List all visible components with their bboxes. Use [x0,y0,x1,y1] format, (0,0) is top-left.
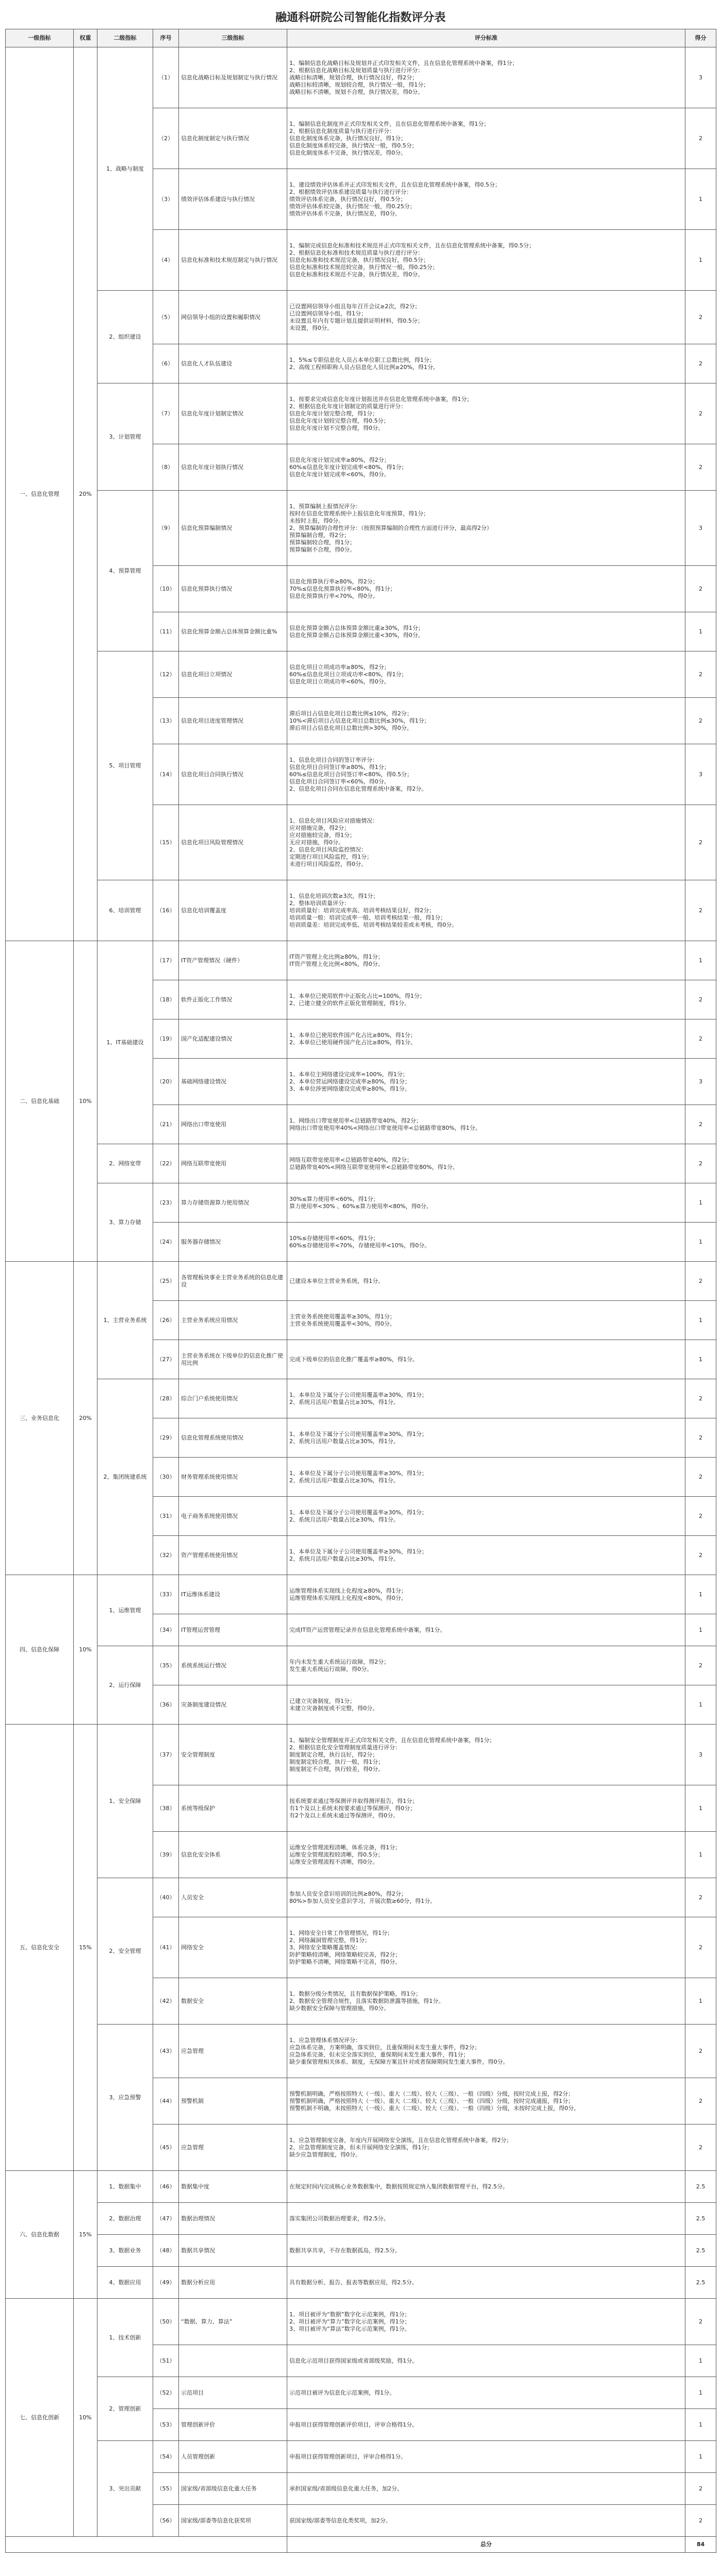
seq-cell: （1） [153,47,179,108]
level2-indicator: 1、IT基础建设 [97,941,153,1144]
seq-cell: （25） [153,1262,179,1301]
score-cell: 2 [685,344,716,383]
score-cell: 1 [685,230,716,291]
score-cell: 2 [685,1878,716,1917]
score-cell: 1 [685,1832,716,1878]
criteria-cell: 1、本单位及下属分子公司使用覆盖率≥30%，得1分； 2、系统月活用户数量占比≥30%，得1分。 [287,1379,685,1418]
table-row [6,291,716,344]
table-row [6,2377,716,2409]
level3-indicator: 电子商务系统使用情况 [179,1497,287,1536]
criteria-cell: 年内未发生重大系统运行故障，得2分； 发生重大系统运行故障，得0分。 [287,1646,685,1685]
criteria-cell: 1、本单位及下属分子公司使用覆盖率≥30%，得1分； 2、系统月活用户数量占比≥30%，得1分。 [287,1536,685,1575]
criteria-cell: 承担国家级/省部级信息化重大任务，加2分。 [287,2473,685,2505]
level3-indicator: 网络安全 [179,1917,287,1978]
criteria-cell: 10%≤存储使用率<60%，得1分； 60%≤存储使用率<70%，存储使用率<10%，得0分。 [287,1223,685,1262]
criteria-cell: 信息化示范项目获得国家级或省部级奖励，得1分。 [287,2345,685,2377]
level3-indicator: IT运维体系建设 [179,1575,287,1614]
criteria-cell: 1、编制安全管理制度并正式印发相关文件，且在信息化管理系统中备案，得1分； 2、根据信息化安全管理制度质量进行评分： 制度制定合理，执行良好，得2分； 制度制定较合理，执行一般，得1分； 制度制定不合理，执行较差，得0分。 [287,1725,685,1785]
level2-indicator: 2、数据治理 [97,2203,153,2235]
level3-indicator: 信息化项目合同执行情况 [179,744,287,805]
criteria-cell: IT资产管理上化比例≥80%，得1分； IT资产管理上化比例<80%，得0分。 [287,941,685,980]
weight-cell: 10% [74,941,97,1262]
criteria-cell: 已设置网信领导小组且每年召开会议≥2次，得2分； 已设置网信领导小组，得1分； 未设置且年内有专题计划且提供证明材料，得0.5分； 未设置，得0分。 [287,291,685,344]
level3-indicator [179,2345,287,2377]
level2-indicator: 1、主营业务系统 [97,1262,153,1379]
level2-indicator: 2、组织建设 [97,291,153,383]
score-cell: 2 [685,1144,716,1183]
score-cell: 1 [685,169,716,230]
criteria-cell: 信息化项目立项成功率≥80%，得2分； 60%≤信息化项目立项成功率<80%，得1分； 信息化项目立项成功率<60%，得0分。 [287,651,685,698]
header-level3: 三级指标 [179,29,287,47]
seq-cell: （32） [153,1536,179,1575]
seq-cell: （46） [153,2171,179,2203]
level2-indicator: 1、运维管理 [97,1575,153,1646]
weight-cell: 10% [74,1575,97,1725]
header-level1: 一级指标 [6,29,74,47]
score-cell: 2 [685,1019,716,1059]
seq-cell: （55） [153,2473,179,2505]
level1-indicator: 四、信息化保障 [6,1575,74,1725]
score-cell: 1 [685,2377,716,2409]
level2-indicator: 5、项目管理 [97,651,153,880]
criteria-cell: 预警机制明确，严格按照特大（一级）、重大（二级）、较大（三级）、一般（四级）分级，按时完成上报，得2分； 预警机制明确，严格按照特大（一级）、重大（二级）、较大（三级）、一般（四级）分级，按时完成通报，得1分； 预警机制不明确，未按照特大（一级）、重大（二级）、较大（三级）、一般（四级）分级，未按时完成上报，得0分。 [287,2078,685,2125]
level1-indicator: 六、信息化数据 [6,2171,74,2299]
score-cell: 2 [685,383,716,444]
criteria-cell: 信息化预算执行率≥80%，得2分； 70%≤信息化预算执行率<80%，得1分； 信息化预算执行率<70%，得0分。 [287,566,685,612]
score-cell: 2 [685,1497,716,1536]
seq-cell: （52） [153,2377,179,2409]
level3-indicator: 信息化预算编制情况 [179,491,287,566]
score-cell: 2 [685,2078,716,2125]
seq-cell: （37） [153,1725,179,1785]
score-cell: 2.5 [685,2171,716,2203]
seq-cell: （11） [153,612,179,651]
score-cell: 2 [685,2125,716,2171]
seq-cell: （44） [153,2078,179,2125]
seq-cell: （56） [153,2505,179,2537]
criteria-cell: 1、网络出口带宽使用率<总链路带宽40%，得2分； 网络出口带宽使用率40%<网络出口带宽使用率<总链路带宽80%，得1分。 [287,1105,685,1144]
score-cell: 2.5 [685,2203,716,2235]
table-row [6,1878,716,1917]
weight-cell: 15% [74,2171,97,2299]
score-cell: 3 [685,1059,716,1105]
criteria-cell: 1、按要求完成信息化年度计划报送并在信息化管理系统中备案，得1分； 2、根据信息化年度计划制定的质量进行评分： 信息化年度计划完整合理，得1分； 信息化年度计划较完整合理，得0.5分； 信息化年度计划不完整合理，得0分。 [287,383,685,444]
weight-cell: 20% [74,1262,97,1575]
level3-indicator: 人员管理创新 [179,2441,287,2473]
seq-cell: （15） [153,805,179,880]
seq-cell: （20） [153,1059,179,1105]
criteria-cell: 1、信息化培训次数≥3次，得1分； 2、整体培训质量评分： 培训质量好：培训完成率高、培训考核结果良好，得2分； 培训质量一般：培训完成率一般、培训考核结果一般，得1分； 培训质量差：培训完成率低、培训考核结果较差或未考核，得0分。 [287,880,685,941]
seq-cell: （13） [153,698,179,744]
level3-indicator: 信息化项目立项情况 [179,651,287,698]
header-level2: 二级指标 [97,29,153,47]
level3-indicator: 信息化年度计划执行情况 [179,444,287,491]
level3-indicator: 应急管理 [179,2125,287,2171]
seq-cell: （27） [153,1340,179,1379]
level3-indicator: 信息化制度制定与执行情况 [179,108,287,169]
score-cell: 2 [685,2299,716,2345]
score-cell: 2 [685,1418,716,1458]
level3-indicator: 系统系统运行情况 [179,1646,287,1685]
criteria-cell: 已建设本单位主营业务系统，得1分。 [287,1262,685,1301]
score-cell: 2 [685,1917,716,1978]
level3-indicator: 国产化适配建设情况 [179,1019,287,1059]
level3-indicator: IT管理运营管理 [179,1614,287,1646]
score-cell: 2 [685,805,716,880]
level3-indicator: 服务器存储情况 [179,1223,287,1262]
level3-indicator: 信息化项目风险管理情况 [179,805,287,880]
table-row [6,2299,716,2345]
total-label: 总分 [287,2537,685,2553]
seq-cell: （36） [153,1685,179,1725]
criteria-cell: 1、编制信息化制度并正式印发相关文件，且在信息化管理系统中备案，得1分； 2、根据信息化制度质量与执行进行评分： 信息化制度体系完备，执行情况良好，得1分； 信息化制度体系较完备，执行情况一般，得0.5分； 信息化制度体系不完备，执行情况差，得0分。 [287,108,685,169]
seq-cell: （31） [153,1497,179,1536]
score-cell: 1 [685,1340,716,1379]
header-seq: 序号 [153,29,179,47]
level2-indicator: 2、网络宽带 [97,1144,153,1183]
seq-cell: （48） [153,2235,179,2267]
criteria-cell: 运维管理体系实现线上化程度≥80%，得1分； 运维管理体系实现线上化程度<80%，得0分。 [287,1575,685,1614]
table-row [6,1575,716,1614]
score-cell: 1 [685,1685,716,1725]
level3-indicator: 灾备制度建设情况 [179,1685,287,1725]
level1-indicator: 一、信息化管理 [6,47,74,941]
table-row [6,1725,716,1785]
seq-cell: （3） [153,169,179,230]
level2-indicator: 1、数据集中 [97,2171,153,2203]
seq-cell: （28） [153,1379,179,1418]
seq-cell: （42） [153,1978,179,2025]
seq-cell: （35） [153,1646,179,1685]
score-cell: 2 [685,108,716,169]
level3-indicator: 信息化安全体系 [179,1832,287,1878]
level3-indicator: 资产管理系统使用情况 [179,1536,287,1575]
criteria-cell: 完成IT资产运营管理记录并在信息化管理系统中备案，得1分。 [287,1614,685,1646]
level2-indicator: 2、运行保障 [97,1646,153,1725]
seq-cell: （29） [153,1418,179,1458]
criteria-cell: 1、信息化项目风险应对措施情况： 应对措施完备，得2分； 应对措施较完备，得1分； 无应对措施，得0分。 2、信息化项目风险监控情况： 定期进行项目风险监控，得1分； 未进行项目风险监控，得0分。 [287,805,685,880]
seq-cell: （8） [153,444,179,491]
score-cell: 3 [685,47,716,108]
header-weight: 权重 [74,29,97,47]
level3-indicator: 信息化预算执行情况 [179,566,287,612]
score-cell: 2 [685,651,716,698]
table-row [6,1262,716,1301]
score-cell: 1 [685,1785,716,1832]
level3-indicator: 人员安全 [179,1878,287,1917]
table-row [6,2267,716,2299]
level3-indicator: “数据、算力、算法” [179,2299,287,2345]
seq-cell: （18） [153,980,179,1019]
score-cell: 2 [685,444,716,491]
criteria-cell: 1、数据分级分类情况，且有数据保护策略，得1分； 2、数据安全管理合规性，且落实数据防泄露等措施，得1分。 缺少数据安全保障与管理措施，得0分。 [287,1978,685,2025]
seq-cell: （47） [153,2203,179,2235]
criteria-cell: 示范项目被评为信息化示范案例，得1分。 [287,2377,685,2409]
criteria-cell: 申报项目获得管理创新评价项目，评审合格得1分。 [287,2409,685,2441]
level3-indicator: 软件正版化工作情况 [179,980,287,1019]
seq-cell: （24） [153,1223,179,1262]
seq-cell: （53） [153,2409,179,2441]
level3-indicator: 应急管理 [179,2025,287,2078]
score-cell: 2 [685,291,716,344]
table-row [6,1646,716,1685]
weight-cell: 10% [74,2299,97,2537]
criteria-cell: 1、项目被评为“数据”数字化示范案例，得1分； 2、项目被评为“算力”数字化示范案例，得1分； 3、项目被评为“算法”数字化示范案例，得1分。 [287,2299,685,2345]
seq-cell: （22） [153,1144,179,1183]
level3-indicator: 国家级/部委等信息化获奖项 [179,2505,287,2537]
criteria-cell: 1、信息化项目合同的签订率评分： 信息化项目合同签订率≥80%，得1分； 60%≤信息化项目合同签订率<80%，得0.5分； 信息化项目合同签订率<60%，得0分。 2、信息化项目合同在信息化管理系统中备案，得2分。 [287,744,685,805]
seq-cell: （54） [153,2441,179,2473]
level3-indicator: 网络互联带宽使用 [179,1144,287,1183]
level2-indicator: 2、集团统建系统 [97,1379,153,1575]
criteria-cell: 1、本单位及下属分子公司使用覆盖率≥30%，得1分； 2、系统月活用户数量占比≥30%，得1分。 [287,1418,685,1458]
level2-indicator: 3、突出贡献 [97,2441,153,2537]
seq-cell: （14） [153,744,179,805]
table-row [6,491,716,566]
seq-cell: （17） [153,941,179,980]
score-cell: 1 [685,1183,716,1223]
header-score: 得分 [685,29,716,47]
level2-indicator: 4、数据应用 [97,2267,153,2299]
evaluation-table [5,29,716,2553]
level2-indicator: 3、算力存储 [97,1183,153,1262]
level1-indicator: 五、信息化安全 [6,1725,74,2171]
seq-cell: （41） [153,1917,179,1978]
level3-indicator: 财务管理系统使用情况 [179,1458,287,1497]
seq-cell: （19） [153,1019,179,1059]
total-row [6,2537,716,2553]
table-row [6,2235,716,2267]
criteria-cell: 主营业务系统使用覆盖率≥30%，得1分； 主营业务系统使用覆盖率<30%，得0分。 [287,1301,685,1340]
seq-cell: （7） [153,383,179,444]
level3-indicator: 各管理板块事业主营业务系统的信息化建设 [179,1262,287,1301]
level3-indicator: 信息化培训覆盖度 [179,880,287,941]
level3-indicator: 预警机制 [179,2078,287,2125]
level3-indicator: 基础网络建设情况 [179,1059,287,1105]
level3-indicator: 综合门户系统使用情况 [179,1379,287,1418]
level1-indicator: 二、信息化基础 [6,941,74,1262]
level3-indicator: 数据共享情况 [179,2235,287,2267]
criteria-cell: 完成下级单位的信息化推广覆盖率≥80%，得1分。 [287,1340,685,1379]
weight-cell: 15% [74,1725,97,2171]
table-row [6,941,716,980]
score-cell: 2 [685,980,716,1019]
score-cell: 1 [685,1223,716,1262]
table-row [6,1379,716,1418]
score-cell: 1 [685,1614,716,1646]
total-value: 84 [685,2537,716,2553]
criteria-cell: 1、应急管理制度完备，年度内开展网络安全演练，且在信息化管理系统中备案，得2分； 2、应急管理制度完备，但未开展网络安全演练，得1分； 缺少应急管理制度，得0分。 [287,2125,685,2171]
score-cell: 2 [685,1105,716,1144]
score-cell: 1 [685,1301,716,1340]
score-cell: 2 [685,1536,716,1575]
page-title: 融通科研院公司智能化指数评分表 [275,11,446,24]
criteria-cell: 1、编制完成信息化标准和技术规范并正式印发相关文件，且在信息化管理系统中备案，得0.5分； 2、根据信息化标准和技术规范质量与执行进行评分： 信息化标准和技术规范完备，执行情况良好，得0.5分； 信息化标准和技术规范较完备，执行情况一般，得0.25分； 信息化标准和技术规范不完备，执行情况差，得0分。 [287,230,685,291]
criteria-cell: 30%≤算力使用率<60%，得1分； 算力使用率<30% 、60%≤算力使用率<80%，得0分。 [287,1183,685,1223]
total-spacer [6,2537,287,2553]
criteria-cell: 滞后项目占信息化项目总数比例≤10%，得2分； 10%<滞后项目占信息化项目总数比例≤30%，得1分； 滞后项目占信息化项目总数比例>30%，得0分。 [287,698,685,744]
level2-indicator: 2、安全管理 [97,1878,153,2025]
level3-indicator: 数据分析应用 [179,2267,287,2299]
level3-indicator: 国家级/省部级信息化重大任务 [179,2473,287,2505]
level2-indicator: 3、应急预警 [97,2025,153,2171]
criteria-cell: 网络互联带宽使用率<总链路带宽40%，得2分； 总链路带宽40%<网络互联带宽使用率<总链路带宽80%，得1分。 [287,1144,685,1183]
seq-cell: （4） [153,230,179,291]
criteria-cell: 1、本单位主网络建设完成率=100%，得1分； 2、本单位营运网络建设完成率≥80%，得1分； 3、本单位涉密网络建设完成率≥80%，得1分。 [287,1059,685,1105]
level2-indicator: 3、计划管理 [97,383,153,491]
score-cell: 2 [685,698,716,744]
level3-indicator: IT资产管理情况（硬件） [179,941,287,980]
seq-cell: （6） [153,344,179,383]
level3-indicator: 信息化管理系统使用情况 [179,1418,287,1458]
criteria-cell: 具有数据分析、报告、报表等数据应用，得2.5分。 [287,2267,685,2299]
score-cell: 2 [685,2025,716,2078]
score-cell: 2.5 [685,2267,716,2299]
criteria-cell: 1、建设绩效评估体系并正式印发相关文件，且在信息化管理系统中备案，得0.5分； 2、根据绩效评估体系建设质量与执行进行评分： 绩效评估体系完备，执行情况良好，得0.5分； 绩效评估体系较完备，执行情况一般，得0.25分； 绩效评估体系不完备，执行情况差，得0分。 [287,169,685,230]
criteria-cell: 1、应急管理体系情况评分： 应急体系完备，方案明确，落实到位，且重保期间未发生重大事件，得2分； 应急体系完备，但未完全落实到位，重保期间未发生重大事件，得1分； 缺少重保管理相关体系、制度，无保障方案且针对或者保障期间发生重大事件，得0分。 [287,2025,685,2078]
level2-indicator: 3、数据业务 [97,2235,153,2267]
criteria-cell: 已建立灾备制度，得1分； 未建立灾备制度或不完整，得0分。 [287,1685,685,1725]
score-cell: 2 [685,1646,716,1685]
score-cell: 1 [685,1575,716,1614]
criteria-cell: 按系统要求通过等保测评并取得测评报告，得1分； 有1个及以上系统未按要求通过等保测评，得0分； 有2个及以上系统未通过等保测评，得0分。 [287,1785,685,1832]
score-cell: 2.5 [685,2235,716,2267]
criteria-cell: 1、预算编制上报情况评分： 按时在信息化管理系统中上报信息化年度预算，得1分； 未按时上报，得0分。 2、预算编制的合理性评分：（按照预算编制的合理性方面进行评分，最高得2分） 预算编制合理，得2分； 预算编制较合理，得1分； 预算编制不合理，得0分。 [287,491,685,566]
criteria-cell: 1、5%≤专职信息化人员占本单位职工总数比例，得1分； 2、高级工程师职称人员占信息化人员比例≥20%，得1分。 [287,344,685,383]
seq-cell: （12） [153,651,179,698]
seq-cell: （39） [153,1832,179,1878]
criteria-cell: 1、本单位已使用软件中正版化占比=100%，得1分； 2、已建立健全的软件正版化管理制度，得1分。 [287,980,685,1019]
level3-indicator: 信息化战略目标及规划制定与执行情况 [179,47,287,108]
level2-indicator: 4、预算管理 [97,491,153,651]
score-cell: 3 [685,1725,716,1785]
seq-cell: （34） [153,1614,179,1646]
criteria-cell: 1、本单位及下属分子公司使用覆盖率≥30%，得1分； 2、系统月活用户数量占比≥30%，得1分。 [287,1497,685,1536]
table-row [6,880,716,941]
table-row [6,383,716,444]
level3-indicator: 主营业务系统在下级单位的信息化推广使用比例 [179,1340,287,1379]
level3-indicator: 数据安全 [179,1978,287,2025]
seq-cell: （16） [153,880,179,941]
criteria-cell: 落实集团公司数据治理要求，得2.5分。 [287,2203,685,2235]
score-cell: 1 [685,612,716,651]
score-cell: 2 [685,1262,716,1301]
score-cell: 1 [685,2409,716,2441]
level1-indicator: 七、信息化创新 [6,2299,74,2537]
seq-cell: （51） [153,2345,179,2377]
level2-indicator: 2、管理创新 [97,2377,153,2441]
seq-cell: （9） [153,491,179,566]
score-cell: 1 [685,2441,716,2473]
table-row [6,2025,716,2078]
criteria-cell: 在规定时间内完成核心业务数据集中，数据按照规定纳入集团数据管理平台，得2.5分。 [287,2171,685,2203]
score-cell: 2 [685,2505,716,2537]
header-row [6,29,716,47]
level3-indicator: 信息化年度计划制定情况 [179,383,287,444]
level3-indicator: 信息化项目进度管理情况 [179,698,287,744]
criteria-cell: 1、本单位已使用软件国产化占比≥80%，得1分； 2、本单位已使用硬件国产化占比≥80%，得1分。 [287,1019,685,1059]
level3-indicator: 系统等级保护 [179,1785,287,1832]
level1-indicator: 三、业务信息化 [6,1262,74,1575]
score-cell: 1 [685,1978,716,2025]
score-cell: 1 [685,2345,716,2377]
level3-indicator: 数据集中度 [179,2171,287,2203]
table-row [6,47,716,108]
level3-indicator: 网信领导小组的设置和履职情况 [179,291,287,344]
table-row [6,2203,716,2235]
seq-cell: （21） [153,1105,179,1144]
table-body [6,47,716,2537]
criteria-cell: 申报项目获得管理创新项目，评审合格得1分。 [287,2441,685,2473]
level3-indicator: 示范项目 [179,2377,287,2409]
table-row [6,1144,716,1183]
seq-cell: （30） [153,1458,179,1497]
header-criteria: 评分标准 [287,29,685,47]
score-cell: 2 [685,566,716,612]
table-row [6,2171,716,2203]
level2-indicator: 1、战略与制度 [97,47,153,291]
table-row [6,651,716,698]
level3-indicator: 主营业务系统应用情况 [179,1301,287,1340]
seq-cell: （49） [153,2267,179,2299]
score-cell: 3 [685,744,716,805]
seq-cell: （45） [153,2125,179,2171]
criteria-cell: 获国家级/部委等信息化类奖项，加2分。 [287,2505,685,2537]
score-cell: 2 [685,2473,716,2505]
seq-cell: （40） [153,1878,179,1917]
criteria-cell: 运维安全管理流程清晰，体系完备，得1分； 运维安全管理流程较清晰，得0.5分； 运维安全管理流程不清晰，得0分。 [287,1832,685,1878]
table-row [6,2441,716,2473]
criteria-cell: 1、编制信息化战略目标及规划并正式印发相关文件，且在信息化管理系统中备案，得1分； 2、根据信息化战略目标及规划质量与执行进行评分： 战略目标清晰，规划合理，执行情况良好，得2分； 战略目标较清晰，规划较合理，执行情况一般，得1分； 战略目标不清晰，规划不合理，执行情况差，得0分。 [287,47,685,108]
seq-cell: （10） [153,566,179,612]
level2-indicator: 1、技术创新 [97,2299,153,2377]
level3-indicator: 管理创新评价 [179,2409,287,2441]
level3-indicator: 安全管理制度 [179,1725,287,1785]
seq-cell: （2） [153,108,179,169]
seq-cell: （50） [153,2299,179,2345]
seq-cell: （23） [153,1183,179,1223]
seq-cell: （26） [153,1301,179,1340]
criteria-cell: 信息化年度计划完成率≥80%，得2分； 60%≤信息化年度计划完成率<80%，得1分； 信息化年度计划完成率<60%，得0分。 [287,444,685,491]
level3-indicator: 绩效评估体系建设与执行情况 [179,169,287,230]
level3-indicator: 信息化预算金额占总体预算金额比重% [179,612,287,651]
table-row [6,1183,716,1223]
seq-cell: （5） [153,291,179,344]
seq-cell: （43） [153,2025,179,2078]
score-cell: 1 [685,941,716,980]
level2-indicator: 1、安全保障 [97,1725,153,1878]
level3-indicator: 网络出口带宽使用 [179,1105,287,1144]
level3-indicator: 信息化人才队伍建设 [179,344,287,383]
score-cell: 2 [685,1458,716,1497]
level3-indicator: 信息化标准和技术规范制定与执行情况 [179,230,287,291]
level3-indicator: 算力存储资源算力使用情况 [179,1183,287,1223]
weight-cell: 20% [74,47,97,941]
level2-indicator: 6、培训管理 [97,880,153,941]
criteria-cell: 1、网络安全日常工作管理情况，得1分； 2、网络漏洞管理完整，得1分； 3、网络安全策略覆盖情况： 防护策略较清晰，网络策略较完善，得2分； 防护策略不清晰，网络策略不完善，得0分。 [287,1917,685,1978]
criteria-cell: 1、本单位及下属分子公司使用覆盖率≥30%，得1分； 2、系统月活用户数量占比≥30%，得1分。 [287,1458,685,1497]
score-cell: 3 [685,491,716,566]
seq-cell: （38） [153,1785,179,1832]
level3-indicator: 数据治理情况 [179,2203,287,2235]
criteria-cell: 参加人员安全意识培训的比例≥80%，得2分； 80%>参加人员安全意识学习，开展次数≥60分，得1分。 [287,1878,685,1917]
criteria-cell: 信息化预算金额占总体预算金额比重≥30%，得1分； 信息化预算金额占总体预算金额比重<30%，得0分。 [287,612,685,651]
criteria-cell: 数据共享共享，不存在数据孤岛，得2.5分。 [287,2235,685,2267]
seq-cell: （33） [153,1575,179,1614]
score-cell: 2 [685,1379,716,1418]
score-cell: 2 [685,880,716,941]
